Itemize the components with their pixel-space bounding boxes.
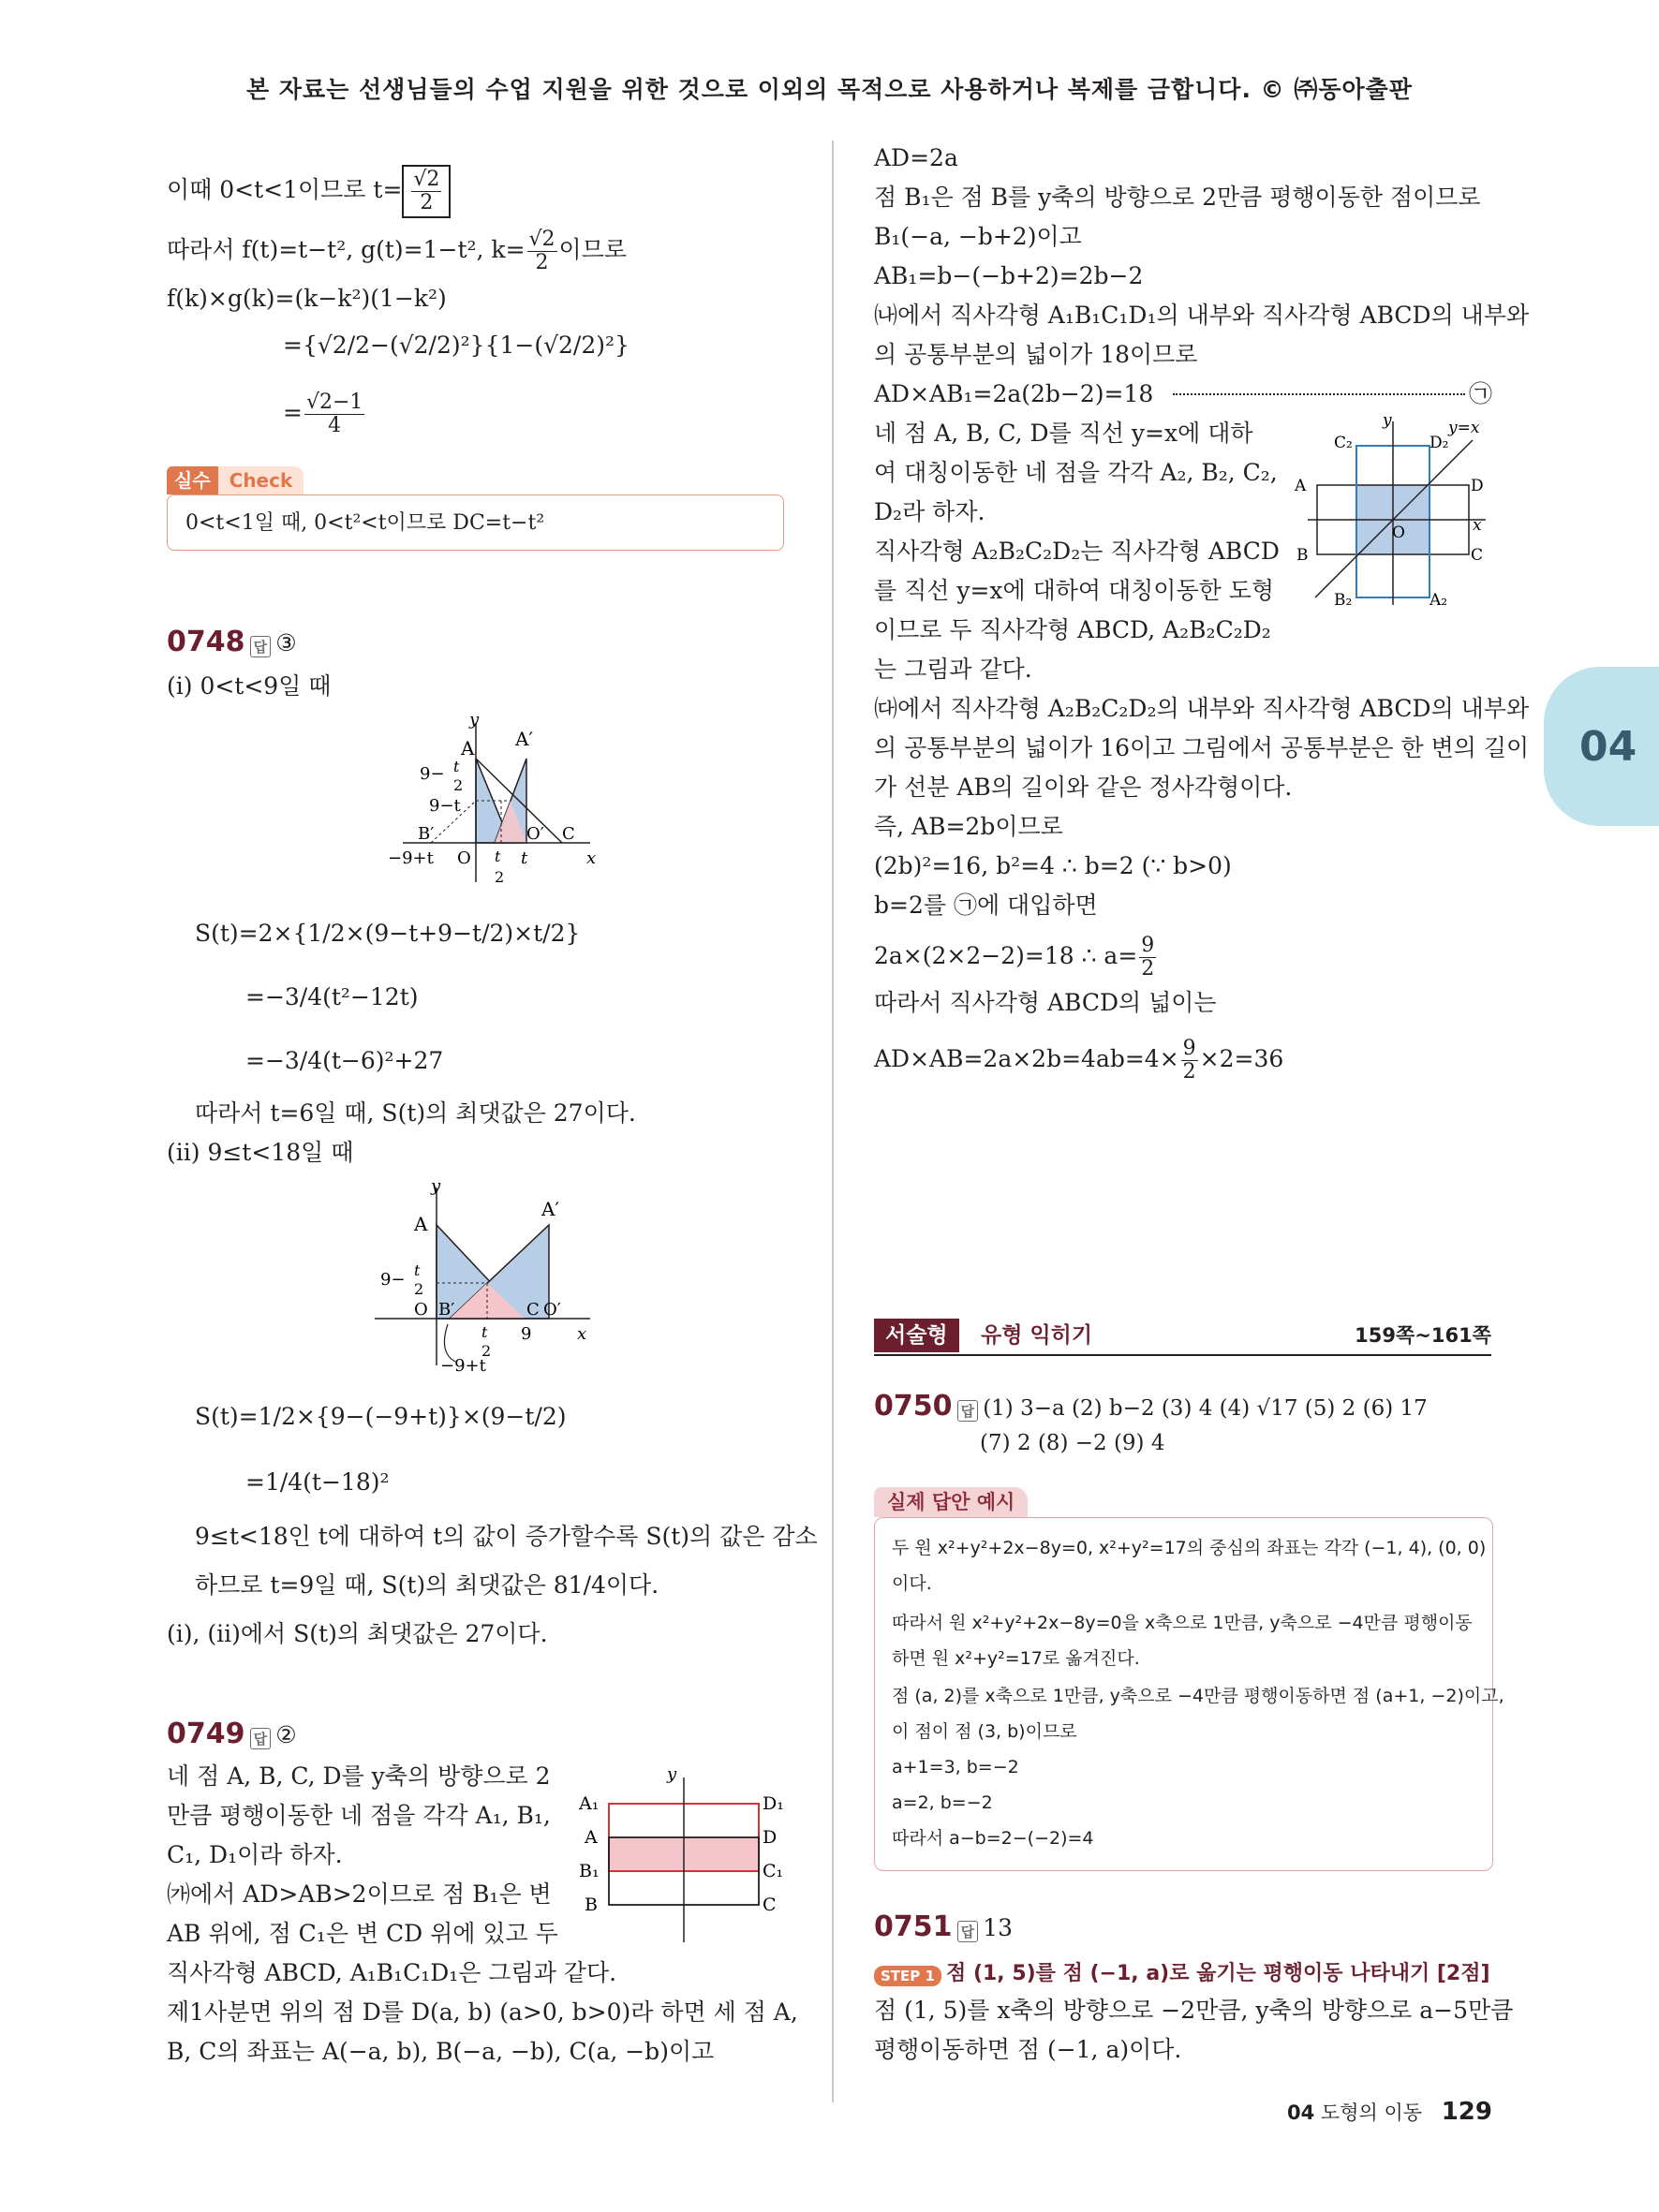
fig749-label: y [667,1764,677,1784]
fig1-label: C [562,824,575,844]
section-pages: 159쪽~161쪽 [1355,1324,1491,1347]
figsym-label: y [1383,412,1392,430]
step-tag: STEP 1 [874,1966,941,1986]
answer-tag: 답 [250,636,272,657]
fig2-label: 9− [380,1270,406,1290]
r-line-9: 여 대칭이동한 네 점을 각각 A₂, B₂, C₂, [874,459,1278,486]
answer-line-2: (7) 2 (8) −2 (9) 4 [980,1431,1165,1455]
question-number: 0748 [167,626,245,658]
r-line-7: AD×AB₁=2a(2b−2)=18 [874,380,1154,407]
fig749-label: C₁ [763,1861,784,1881]
page-footer [1287,2098,1492,2126]
denominator: 2 [420,191,434,214]
r-line-10: D₂라 하자. [874,498,985,525]
answer-line-1: (1) 3−a (2) b−2 (3) 4 (4) √17 (5) 2 (6) 17 [983,1396,1428,1421]
figure-case-1 [375,714,618,892]
fig2-label: A [414,1213,428,1235]
answer-tag: 답 [957,1400,979,1422]
r-line-16: 의 공통부분의 넓이가 16이고 그림에서 공통부분은 한 변의 길이 [874,734,1530,761]
s1-line-c: =−3/4(t−6)²+27 [245,1047,444,1074]
chapter-tab [1544,667,1659,826]
fraction [527,229,557,274]
r-line-4: AB₁=b−(−b+2)=2b−2 [874,262,1144,289]
fig2-label: −9+t [440,1356,486,1375]
question-number: 0751 [874,1910,953,1943]
fig749-label: B₁ [579,1861,600,1881]
answer-choice: ③ [275,629,297,656]
fig1-label: 9− [420,764,445,784]
hw-line: 따라서 원 x²+y²+2x−8y=0을 x축으로 1만큼, y축으로 −4만큼 평행이동 [892,1613,1473,1633]
figsym-label: B [1296,546,1309,565]
q0751-heading [874,1910,1013,1944]
r-line-20: b=2를 ㉠에 대입하면 [874,892,1098,919]
figsym-label: y=x [1448,419,1480,437]
section-rule [874,1354,1491,1356]
line-y-equals-x [1315,440,1473,597]
hw-line: 따라서 a−b=2−(−2)=4 [892,1828,1094,1849]
fig749-label: A [585,1827,598,1848]
answer-tag: 답 [250,1728,272,1749]
example-tag: 실제 답안 예시 [874,1487,1028,1517]
figure-0749 [571,1764,796,1952]
fig1-label: t [453,758,460,775]
answer-tag: 답 [957,1921,979,1942]
check-tag-word: Check [218,466,304,494]
s2-line-b: =1/4(t−18)² [245,1468,390,1496]
fig749-label: B [585,1895,598,1915]
hw-line: a=2, b=−2 [892,1792,993,1813]
check-tag-label: 실수 [167,466,218,494]
figsym-label: C₂ [1334,434,1353,452]
fig1-label: O′ [526,824,544,844]
fraction [304,391,364,437]
hw-line: 하면 원 x²+y²=17로 옮겨진다. [892,1648,1140,1669]
question-number: 0750 [874,1390,953,1423]
fig1-label: −9+t [388,848,434,868]
line-text: 이므로 [558,236,627,263]
s2-conclusion: (i), (ii)에서 S(t)의 최댓값은 27이다. [167,1620,548,1647]
hw-line: 이다. [892,1573,932,1594]
q0749-p5: AB 위에, 점 C₁은 변 CD 위에 있고 두 [167,1920,558,1947]
fig2-label: x [577,1324,587,1344]
r-line-11: 직사각형 A₂B₂C₂D₂는 직사각형 ABCD [874,538,1280,565]
s2-line-a: S(t)=1/2×{9−(−9+t)}×(9−t/2) [195,1403,567,1430]
q0749-heading [167,1718,297,1751]
step-1 [874,1957,1490,1986]
fig2-label: B′ [438,1300,455,1320]
r-line-23 [874,1038,1283,1084]
r-line-17: 가 선분 AB의 길이와 같은 정사각형이다. [874,774,1293,801]
q0749-p4: ㈎에서 AD>AB>2이므로 점 B₁은 변 [167,1880,552,1908]
numerator: √2 [528,228,555,251]
fig2-label: 2 [481,1342,492,1360]
line-text: AD×AB=2a×2b=4ab=4× [874,1045,1179,1072]
leader-dots [1173,393,1465,395]
fig1-label: 2 [495,868,505,886]
s1-line-b: =−3/4(t²−12t) [245,983,419,1010]
figsym-label: A [1295,477,1307,495]
fraction [1139,935,1156,981]
section-tag: 서술형 [874,1319,959,1352]
fig749-label: D₁ [763,1793,784,1814]
fig749-label: D [763,1827,778,1848]
q0749-p7: 제1사분면 위의 점 D를 D(a, b) (a>0, b>0)라 하면 세 점 A, [167,1998,798,2026]
q0750-heading [874,1390,1428,1424]
line-text: 따라서 f(t)=t−t², g(t)=1−t², k= [167,236,526,263]
s2-line-c: 9≤t<18인 t에 대하여 t의 값이 증가할수록 S(t)의 값은 감소 [195,1523,818,1550]
r-line-12: 를 직선 y=x에 대하여 대칭이동한 도형 [874,577,1275,604]
figsym-label: B₂ [1334,591,1353,610]
denominator: 4 [328,414,342,437]
fig2-label: O′ [543,1300,561,1320]
r-line-1: AD=2a [874,144,958,171]
answer-value: 13 [983,1914,1013,1941]
step-title: 점 (1, 5)를 점 (−1, a)로 옮기는 평행이동 나타내기 [2점] [946,1962,1490,1985]
fig749-label: C [763,1895,777,1915]
r-line-18: 즉, AB=2b이므로 [874,813,1063,840]
q0749-p3: C₁, D₁이라 하자. [167,1841,343,1868]
case-2: (ii) 9≤t<18일 때 [167,1139,354,1166]
figsym-label: x [1473,516,1482,535]
hw-line: 점 (a, 2)를 x축으로 1만큼, y축으로 −4만큼 평행이동하면 점 (a+1, −2)이고, [892,1686,1504,1706]
fig2-label: C [526,1300,540,1320]
r-line-22: 따라서 직사각형 ABCD의 넓이는 [874,989,1217,1016]
q0751-p2: 평행이동하면 점 (−1, a)이다. [874,2036,1182,2063]
fig1-label: t [495,848,501,865]
fig1-label: B′ [418,824,435,844]
fig2-label: y [431,1178,441,1196]
fraction [1181,1038,1198,1084]
fig1-label: y [469,714,480,730]
q0749-p2: 만큼 평행이동한 네 점을 각각 A₁, B₁, [167,1802,551,1829]
fig2-label: O [414,1300,428,1320]
section-title: 유형 익히기 [981,1323,1093,1348]
denominator: 2 [1182,1060,1196,1084]
fig1-label: O [457,848,471,868]
line-text: 이때 0<t<1이므로 t= [167,176,403,203]
line-substitution: ={√2/2−(√2/2)²}{1−(√2/2)²} [283,332,630,359]
chapter-tab-label: 04 [1579,723,1637,771]
s1-conclusion: 따라서 t=6일 때, S(t)의 최댓값은 27이다. [195,1099,636,1127]
copyright-notice: 본 자료는 선생님들의 수업 지원을 위한 것으로 이외의 목적으로 사용하거나 복제를 금합니다. © ㈜동아출판 [246,76,1413,103]
numerator: √2 [413,168,440,191]
page-number: 129 [1441,2098,1492,2126]
figsym-label: O [1392,524,1405,542]
equation-marker: ㉠ [1469,380,1493,407]
r-line-8: 네 점 A, B, C, D를 직선 y=x에 대하 [874,420,1253,447]
fig1-label: t [521,848,528,868]
fig2-label: 2 [414,1280,424,1298]
denominator: 2 [1141,957,1155,981]
r-line-15: ㈐에서 직사각형 A₂B₂C₂D₂의 내부와 직사각형 ABCD의 내부와 [874,695,1530,722]
fig1-label: A′ [515,728,533,750]
answer-box [402,165,451,218]
figure-case-2 [365,1178,609,1375]
section-bar [874,1319,1491,1354]
case-1: (i) 0<t<9일 때 [167,672,332,700]
footer-chapter-num: 04 [1287,2101,1315,2124]
figsym-label: C [1471,546,1484,565]
fig1-label: x [586,848,597,868]
figsym-label: D₂ [1429,434,1449,452]
r-line-14: 는 그림과 같다. [874,656,1032,683]
r-line-6: 의 공통부분의 넓이가 18이므로 [874,341,1198,368]
fig1-label: A [461,737,475,759]
r-line-3: B₁(−a, −b+2)이고 [874,223,1082,250]
figsym-label: D [1471,477,1484,495]
line-t-value [167,165,451,218]
line-result [283,391,366,437]
r-line-13: 이므로 두 직사각형 ABCD, A₂B₂C₂D₂ [874,616,1271,643]
s1-line-a: S(t)=2×{1/2×(9−t+9−t/2)×t/2} [195,920,581,947]
column-divider [832,140,834,2102]
q0749-p1: 네 점 A, B, C, D를 y축의 방향으로 2 [167,1762,551,1790]
fraction [411,169,441,214]
s2-line-d: 하므로 t=9일 때, S(t)의 최댓값은 81/4이다. [195,1571,659,1599]
line-text: 2a×(2×2−2)=18 ∴ a= [874,942,1138,969]
line-text: = [283,399,303,426]
question-number: 0749 [167,1718,245,1750]
numerator: √2−1 [305,391,363,414]
fig1-label: 2 [453,776,464,794]
check-tag [167,466,304,494]
fig2-label: t [481,1323,488,1341]
r-line-5: ㈏에서 직사각형 A₁B₁C₁D₁의 내부와 직사각형 ABCD의 내부와 [874,302,1530,329]
r-line-2: 점 B₁은 점 B를 y축의 방향으로 2만큼 평행이동한 점이므로 [874,184,1481,211]
line-text: ×2=36 [1199,1045,1284,1072]
numerator: 9 [1182,1037,1196,1060]
footer-chapter-title: 도형의 이동 [1320,2101,1423,2124]
figsym-label: A₂ [1429,591,1448,610]
denominator: 2 [535,251,549,274]
line-functions [167,229,627,274]
line-product: f(k)×g(k)=(k−k²)(1−k²) [167,285,447,312]
q0749-p8: B, C의 좌표는 A(−a, b), B(−a, −b), C(a, −b)이고 [167,2038,715,2065]
hw-line: 이 점이 점 (3, b)이므로 [892,1721,1077,1742]
answer-choice: ② [275,1721,297,1748]
hw-line: a+1=3, b=−2 [892,1757,1019,1777]
fig2-label: 9 [521,1324,532,1344]
fig749-label: A₁ [579,1793,600,1814]
check-text: 0<t<1일 때, 0<t²<t이므로 DC=t−t² [185,511,545,535]
fig1-label: 9−t [429,796,461,816]
q0751-p1: 점 (1, 5)를 x축의 방향으로 −2만큼, y축의 방향으로 a−5만큼 [874,1997,1514,2024]
r-line-21 [874,935,1158,981]
numerator: 9 [1141,934,1155,957]
fig2-label: t [414,1261,421,1279]
hw-line: 두 원 x²+y²+2x−8y=0, x²+y²=17의 중심의 좌표는 각각 (−1, 4), (0, 0) [892,1538,1487,1558]
fig2-label: A′ [541,1198,559,1220]
q0749-p6: 직사각형 ABCD, A₁B₁C₁D₁은 그림과 같다. [167,1959,617,1986]
figure-symmetry [1289,412,1495,614]
q0748-heading [167,626,297,659]
r-line-19: (2b)²=16, b²=4 ∴ b=2 (∵ b>0) [874,852,1232,879]
